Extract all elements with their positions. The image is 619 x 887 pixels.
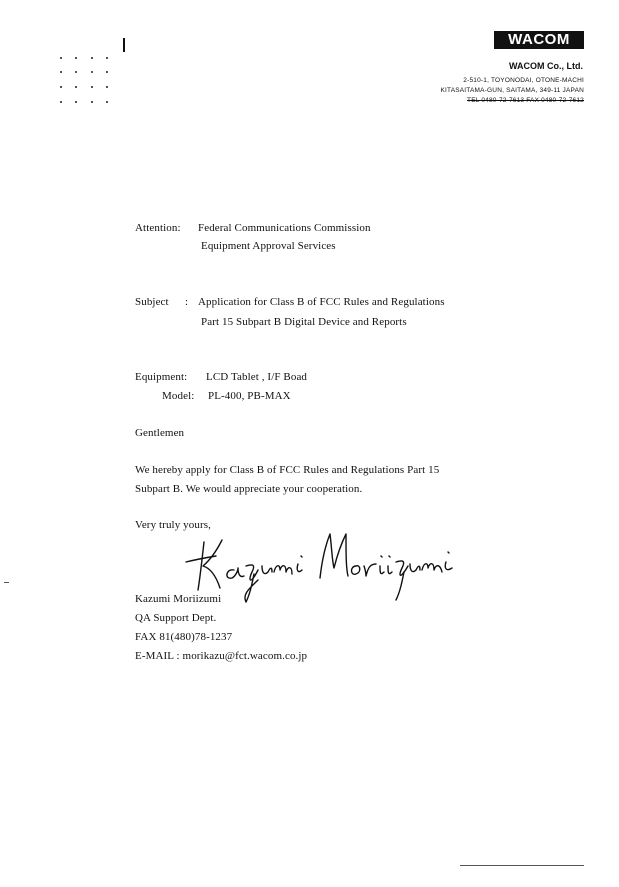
margin-dots: [60, 101, 108, 103]
signer-email: E-MAIL : morikazu@fct.wacom.co.jp: [135, 650, 308, 662]
footer-rule: [460, 865, 584, 866]
signer-name: Kazumi Moriizumi: [135, 593, 222, 605]
body-line-2: Subpart B. We would appreciate your cooperation.: [135, 483, 363, 495]
subject-line-1: Application for Class B of FCC Rules and Regulations: [198, 296, 445, 308]
model-label: Model:: [162, 390, 195, 402]
margin-dots: [60, 71, 108, 73]
attention-label: Attention:: [135, 222, 181, 234]
margin-bar: [123, 38, 125, 52]
signer-fax: FAX 81(480)78-1237: [135, 631, 233, 643]
handwritten-signature: [180, 520, 460, 610]
tel-fax-line: TEL 0480-72-7613 FAX 0480-72-7612: [467, 97, 584, 104]
body-line-1: We hereby apply for Class B of FCC Rules and Regulations Part 15: [135, 464, 440, 476]
closing: Very truly yours,: [135, 519, 211, 531]
margin-tick: [4, 582, 9, 583]
margin-dots: [60, 86, 108, 88]
company-name: WACOM Co., Ltd.: [509, 61, 583, 71]
company-logo: WACOM: [494, 31, 584, 49]
subject-label: Subject: [135, 296, 169, 308]
equipment-value: LCD Tablet , I/F Boad: [206, 371, 308, 383]
address-line-1: 2-510-1, TOYONODAI, OTONE-MACHI: [463, 77, 584, 84]
subject-line-2: Part 15 Subpart B Digital Device and Reports: [201, 316, 407, 328]
subject-separator: :: [185, 296, 189, 308]
attention-line-1: Federal Communications Commission: [198, 222, 371, 234]
model-value: PL-400, PB-MAX: [208, 390, 291, 402]
attention-line-2: Equipment Approval Services: [201, 240, 336, 252]
margin-dots: [60, 57, 108, 59]
signer-dept: QA Support Dept.: [135, 612, 217, 624]
address-line-2: KITASAITAMA-GUN, SAITAMA, 349-11 JAPAN: [440, 87, 584, 94]
salutation: Gentlemen: [135, 427, 185, 439]
equipment-label: Equipment:: [135, 371, 188, 383]
